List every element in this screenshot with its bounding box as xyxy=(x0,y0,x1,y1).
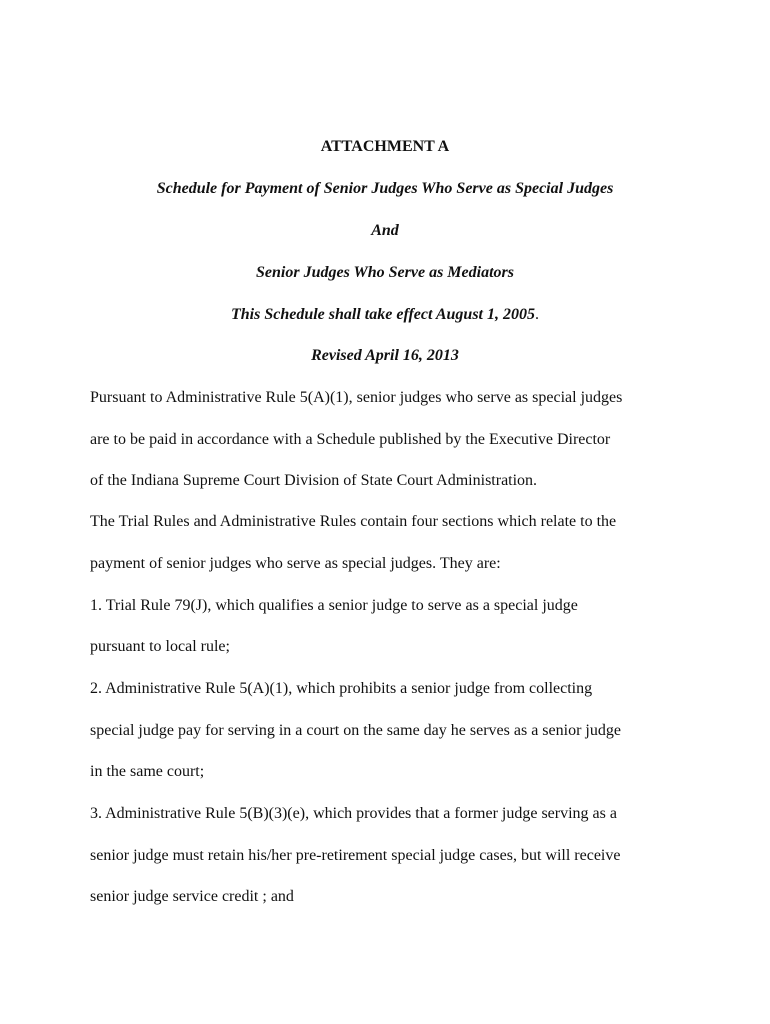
body-line: of the Indiana Supreme Court Division of State Court Administration. xyxy=(90,472,538,489)
list-item-2-cont: in the same court; xyxy=(90,763,205,780)
effective-date-period: . xyxy=(535,306,539,323)
list-item-1-cont: pursuant to local rule; xyxy=(90,638,230,655)
effective-date-text: This Schedule shall take effect August 1, 2005 xyxy=(230,306,535,323)
body-line: are to be paid in accordance with a Schedule published by the Executive Director xyxy=(90,431,611,448)
revised-date: Revised April 16, 2013 xyxy=(311,347,459,364)
list-item-3-cont: senior judge service credit ; and xyxy=(90,888,294,905)
body-line: payment of senior judges who serve as special judges. They are: xyxy=(90,555,501,572)
document-subtitle: Schedule for Payment of Senior Judges Who Serve as Special Judges xyxy=(156,180,614,197)
list-item-3-cont: senior judge must retain his/her pre-retirement special judge cases, but will receive xyxy=(90,847,621,864)
document-subtitle-and: And xyxy=(371,222,399,239)
list-item-3: 3. Administrative Rule 5(B)(3)(e), which provides that a former judge serving as a xyxy=(90,805,617,822)
list-item-2: 2. Administrative Rule 5(A)(1), which prohibits a senior judge from collecting xyxy=(90,680,593,697)
list-item-1: 1. Trial Rule 79(J), which qualifies a senior judge to serve as a special judge xyxy=(90,597,578,614)
body-line: The Trial Rules and Administrative Rules contain four sections which relate to the xyxy=(90,513,617,530)
body-line: Pursuant to Administrative Rule 5(A)(1), senior judges who serve as special judges xyxy=(90,389,623,406)
list-item-2-cont: special judge pay for serving in a court on the same day he serves as a senior judge xyxy=(90,722,621,739)
document-title: ATTACHMENT A xyxy=(320,138,450,155)
document-subtitle-mediators: Senior Judges Who Serve as Mediators xyxy=(256,264,514,281)
effective-date-line xyxy=(0,305,770,325)
